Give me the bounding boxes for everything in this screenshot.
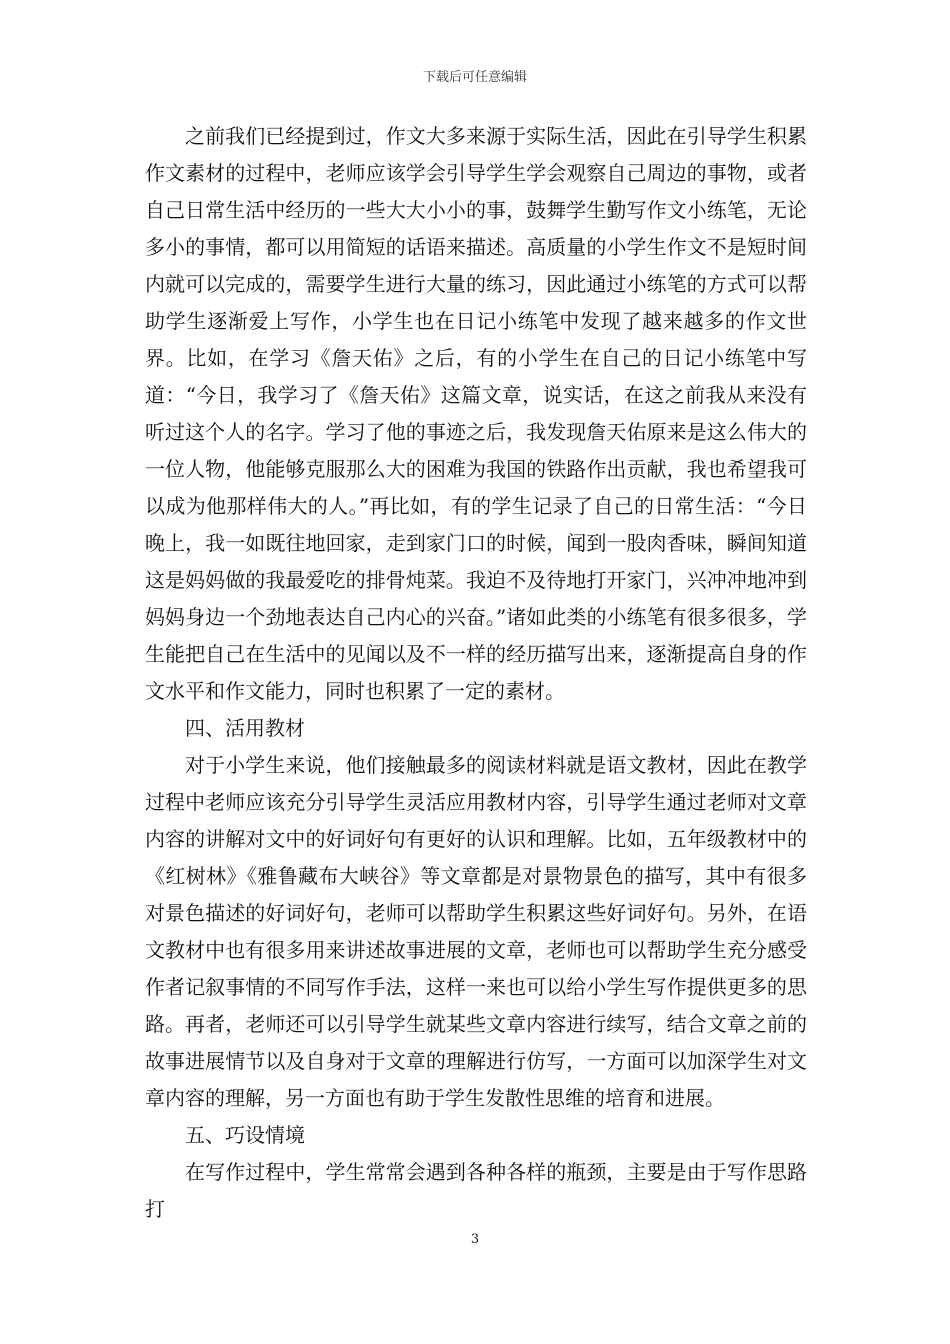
section-heading: 四、活用教材: [185, 716, 305, 740]
section-heading: 五、巧设情境: [185, 1123, 305, 1147]
body-paragraph: 之前我们已经提到过，作文大多来源于实际生活，因此在引导学生积累作文素材的过程中，老师应该学会引导学生学会观察自己周边的事物，或者自己日常生活中经历的一些大大小小的事，鼓舞学生勤写作文小练笔，无论多小的事情，都可以用简短的话语来描述。高质量的小学生作文不是短时间内就可以完成的，需要学生进行大量的练习，因此通过小练笔的方式可以帮助学生逐渐爱上写作，小学生也在日记小练笔中发现了越来越多的作文世界。比如，在学习《詹天佑》之后，有的小学生在自己的日记小练笔中写道：“今日，我学习了《詹天佑》这篇文章，说实话，在这之前我从来没有听过这个人的名字。学习了他的事迹之后，我发现詹天佑原来是这么伟大的一位人物，他能够克服那么大的困难为我国的铁路作出贡献，我也希望我可以成为他那样伟大的人。”再比如，有的学生记录了自己的日常生活：“今日晚上，我一如既往地回家，走到家门口的时候，闻到一股肉香味，瞬间知道这是妈妈做的我最爱吃的排骨炖菜。我迫不及待地打开家门，兴冲冲地冲到妈妈身边一个劲地表达自己内心的兴奋。”诸如此类的小练笔有很多很多，学生能把自己在生活中的见闻以及不一样的经历描写出来，逐渐提高自身的作文水平和作文能力，同时也积累了一定的素材。: [145, 124, 807, 703]
document-body: [145, 118, 807, 1228]
page-number: 3: [470, 1232, 480, 1247]
page-header: 下载后可任意编辑: [422, 70, 527, 85]
body-paragraph: 在写作过程中，学生常常会遇到各种各样的瓶颈，主要是由于写作思路打: [145, 1160, 807, 1221]
body-paragraph: 对于小学生来说，他们接触最多的阅读材料就是语文教材，因此在教学过程中老师应该充分引导学生灵活应用教材内容，引导学生通过老师对文章内容的讲解对文中的好词好句有更好的认识和理解。比如，五年级教材中的《红树林》《雅鲁藏布大峡谷》等文章都是对景物景色的描写，其中有很多对景色描述的好词好句，老师可以帮助学生积累这些好词好句。另外，在语文教材中也有很多用来讲述故事进展的文章，老师也可以帮助学生充分感受作者记叙事情的不同写作手法，这样一来也可以给小学生写作提供更多的思路。再者，老师还可以引导学生就某些文章内容进行续写，结合文章之前的故事进展情节以及自身对于文章的理解进行仿写，一方面可以加深学生对文章内容的理解，另一方面也有助于学生发散性思维的培育和进展。: [145, 753, 807, 1110]
